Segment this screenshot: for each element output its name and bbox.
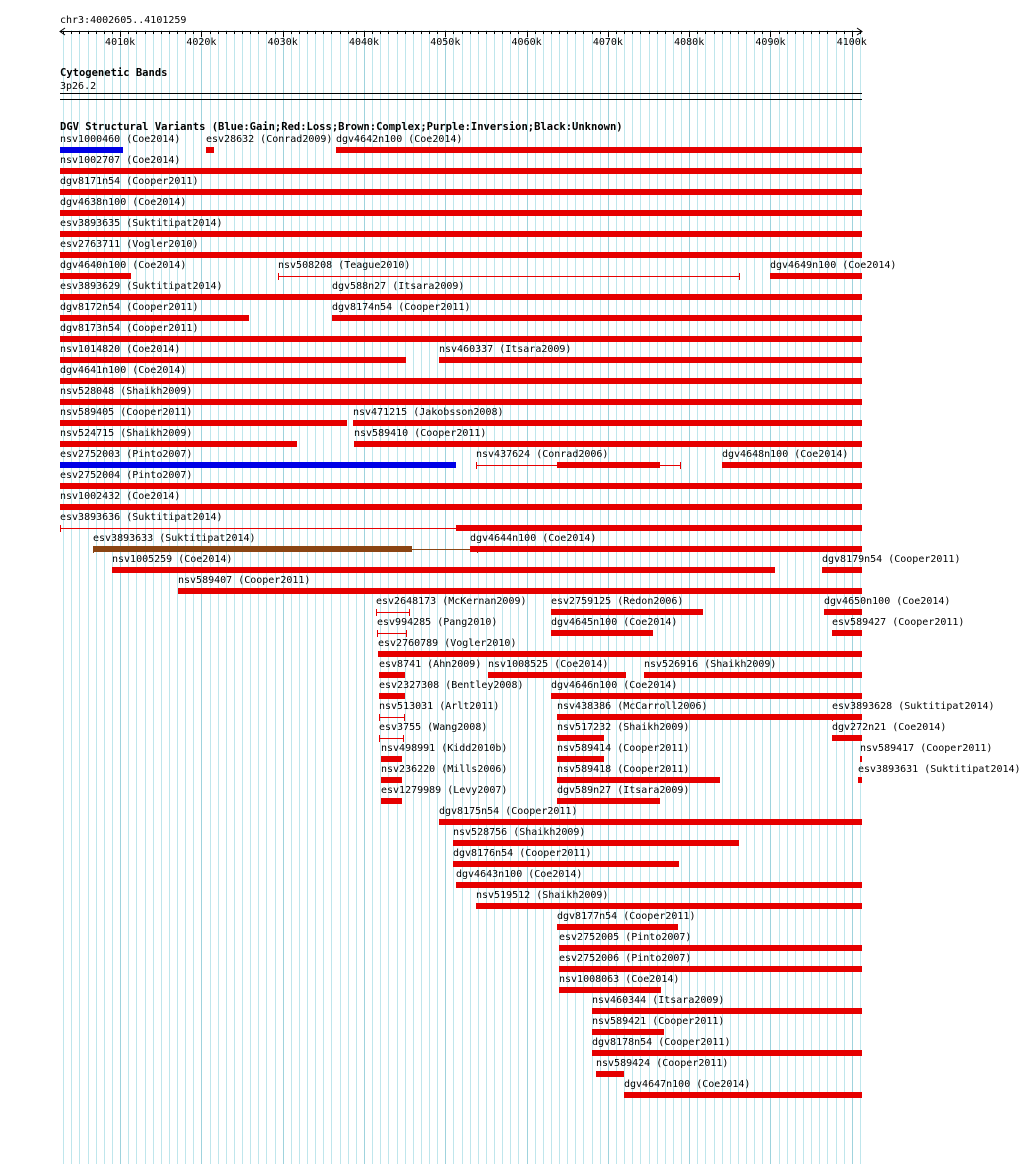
variant-bar[interactable] [381,798,402,804]
variant-bar[interactable] [379,693,405,699]
variant-bar[interactable] [557,777,720,783]
variant-label[interactable]: nsv589410 (Cooper2011) [354,428,487,439]
variant-bar[interactable] [336,147,862,153]
variant-label[interactable]: nsv589417 (Cooper2011) [860,743,993,754]
variant-label[interactable]: dgv588n27 (Itsara2009) [332,281,465,292]
variant-bar[interactable] [453,861,679,867]
variant-bar[interactable] [60,399,862,405]
variant-label[interactable]: dgv4640n100 (Coe2014) [60,260,187,271]
variant-end-cap [379,735,380,742]
variant-line[interactable] [379,717,405,718]
variant-bar[interactable] [832,735,862,741]
ruler-tick-label: 4070k [592,37,623,48]
variant-end-cap [680,462,681,469]
variant-label[interactable]: esv3755 (Wang2008) [379,722,488,733]
variant-bar[interactable] [557,735,604,741]
variant-end-cap [376,609,377,616]
variant-bar[interactable] [381,777,402,783]
variant-label[interactable]: nsv589424 (Cooper2011) [596,1058,729,1069]
variant-label[interactable]: nsv1008063 (Coe2014) [559,974,680,985]
variant-line[interactable] [278,276,740,277]
variant-end-cap [406,630,407,637]
variant-label[interactable]: dgv8171n54 (Cooper2011) [60,176,199,187]
variant-label[interactable]: esv3893636 (Suktitipat2014) [60,512,223,523]
variant-label[interactable]: nsv438386 (McCarroll2006) [557,701,708,712]
variant-bar[interactable] [559,987,661,993]
variant-bar[interactable] [557,756,604,762]
variant-label[interactable]: dgv4649n100 (Coe2014) [770,260,897,271]
variant-end-cap [278,273,279,280]
variant-label[interactable]: esv2752003 (Pinto2007) [60,449,193,460]
variant-bar[interactable] [93,546,412,552]
variant-bar[interactable] [557,714,862,720]
variant-bar[interactable] [60,462,456,468]
variant-label[interactable]: nsv517232 (Shaikh2009) [557,722,690,733]
variant-bar[interactable] [860,756,862,762]
variant-bar[interactable] [60,336,862,342]
variant-label[interactable]: nsv1002707 (Coe2014) [60,155,181,166]
variant-label[interactable]: nsv589418 (Cooper2011) [557,764,690,775]
variant-bar[interactable] [60,147,123,153]
variant-bar[interactable] [60,189,862,195]
variant-bar[interactable] [488,672,626,678]
variant-bar[interactable] [60,483,862,489]
variant-bar[interactable] [60,252,862,258]
variant-end-cap [403,735,404,742]
variant-bar[interactable] [60,378,862,384]
variant-label[interactable]: esv2327308 (Bentley2008) [379,680,524,691]
variant-label[interactable]: dgv4645n100 (Coe2014) [551,617,678,628]
variant-end-cap [404,714,405,721]
variant-label[interactable]: esv2648173 (McKernan2009) [376,596,527,607]
ruler-tick-label: 4040k [348,37,380,48]
variant-bar[interactable] [60,441,297,447]
variant-label[interactable]: esv28632 (Conrad2009) [206,134,333,145]
ruler-tick-label: 4100k [836,37,867,48]
variant-line[interactable] [379,738,403,739]
variant-label[interactable]: nsv513031 (Arlt2011) [379,701,500,712]
variant-bar[interactable] [60,315,249,321]
variant-bar[interactable] [822,567,862,573]
ruler-tick-label: 4090k [755,37,786,48]
variant-label[interactable]: nsv498991 (Kidd2010b) [381,743,508,754]
cytoband-track-title[interactable]: Cytogenetic Bands [60,67,168,79]
variant-end-cap [377,630,378,637]
variant-label[interactable]: esv3893633 (Suktitipat2014) [93,533,256,544]
variant-bar[interactable] [178,588,862,594]
variant-end-cap [379,714,380,721]
ruler-tick-label: 4010k [105,37,136,48]
variant-label[interactable]: esv3893629 (Suktitipat2014) [60,281,223,292]
cytoband-label: 3p26.2 [60,81,97,92]
variant-line[interactable] [832,717,862,718]
variant-label[interactable]: nsv1002432 (Coe2014) [60,491,181,502]
variant-bar[interactable] [596,1071,624,1077]
variant-bar[interactable] [832,630,862,636]
variant-label[interactable]: nsv589414 (Cooper2011) [557,743,690,754]
variant-bar[interactable] [551,630,653,636]
variant-bar[interactable] [112,567,775,573]
variant-bar[interactable] [60,273,131,279]
variant-label[interactable]: dgv8174n54 (Cooper2011) [332,302,471,313]
variant-label[interactable]: dgv8178n54 (Cooper2011) [592,1037,731,1048]
variant-bar[interactable] [439,357,862,363]
cytoband-bottom-line [60,99,862,100]
variant-line[interactable] [376,612,410,613]
variant-label[interactable]: nsv1014820 (Coe2014) [60,344,181,355]
variant-bar[interactable] [439,819,862,825]
ruler-tick-label: 4020k [186,37,217,48]
variant-label[interactable]: esv8741 (Ahn2009) [379,659,482,670]
variant-label[interactable]: nsv471215 (Jakobsson2008) [353,407,504,418]
variant-bar[interactable] [60,168,862,174]
variant-bar[interactable] [858,777,862,783]
variant-bar[interactable] [592,1008,862,1014]
variant-label[interactable]: dgv4650n100 (Coe2014) [824,596,951,607]
variant-end-cap [476,462,477,469]
variant-bar[interactable] [379,672,405,678]
variant-bar[interactable] [60,231,862,237]
variant-bar[interactable] [824,609,862,615]
variant-bar[interactable] [770,273,862,279]
ruler-tick-label: 4030k [267,37,298,48]
variant-bar[interactable] [60,210,862,216]
variant-label[interactable]: esv589427 (Cooper2011) [832,617,965,628]
variant-bar[interactable] [353,420,862,426]
variant-line[interactable] [377,633,407,634]
variant-label[interactable]: dgv4644n100 (Coe2014) [470,533,597,544]
variant-bar[interactable] [592,1029,664,1035]
variant-label[interactable]: dgv8172n54 (Cooper2011) [60,302,199,313]
variant-bar[interactable] [624,1092,862,1098]
variant-label[interactable]: nsv1000460 (Coe2014) [60,134,181,145]
variant-end-cap [60,525,61,532]
variant-end-cap [739,273,740,280]
ruler-tick-label: 4050k [430,37,461,48]
variant-label[interactable]: dgv4648n100 (Coe2014) [722,449,849,460]
variant-bar[interactable] [559,945,862,951]
variant-bar[interactable] [456,525,862,531]
ruler-tick-label: 4060k [511,37,542,48]
variant-bar[interactable] [332,294,862,300]
variant-bar[interactable] [644,672,862,678]
variant-label[interactable]: esv2760789 (Vogler2010) [378,638,517,649]
variant-label[interactable]: dgv8176n54 (Cooper2011) [453,848,592,859]
variant-label[interactable]: esv994285 (Pang2010) [377,617,498,628]
variant-label[interactable]: esv1279989 (Levy2007) [381,785,508,796]
variant-bar[interactable] [332,315,862,321]
variant-bar[interactable] [60,504,862,510]
variant-label[interactable]: nsv528048 (Shaikh2009) [60,386,193,397]
ruler [0,0,890,60]
ruler-tick-label: 4080k [674,37,705,48]
variant-bar[interactable] [456,882,862,888]
variant-bar[interactable] [557,462,660,468]
variant-bar[interactable] [551,609,703,615]
variant-bar[interactable] [60,357,406,363]
variant-label[interactable]: dgv8175n54 (Cooper2011) [439,806,578,817]
variant-bar[interactable] [60,420,347,426]
variant-bar[interactable] [557,924,678,930]
variant-bar[interactable] [476,903,862,909]
variant-label[interactable]: esv3893631 (Suktitipat2014) [858,764,1021,775]
variant-label[interactable]: nsv460337 (Itsara2009) [439,344,572,355]
variant-label[interactable]: dgv4646n100 (Coe2014) [551,680,678,691]
variant-label[interactable]: nsv589407 (Cooper2011) [178,575,311,586]
variant-label[interactable]: dgv4638n100 (Coe2014) [60,197,187,208]
variant-label[interactable]: dgv272n21 (Coe2014) [832,722,947,733]
variant-bar[interactable] [354,441,862,447]
variant-label[interactable]: dgv589n27 (Itsara2009) [557,785,690,796]
variant-bar[interactable] [551,693,862,699]
variant-label[interactable]: dgv4642n100 (Coe2014) [336,134,463,145]
variant-label[interactable]: esv2763711 (Vogler2010) [60,239,199,250]
variant-label[interactable]: nsv1008525 (Coe2014) [488,659,609,670]
variant-label[interactable]: dgv8173n54 (Cooper2011) [60,323,199,334]
variant-label[interactable]: esv2759125 (Redon2006) [551,596,684,607]
variant-label[interactable]: nsv589421 (Cooper2011) [592,1016,725,1027]
variant-bar[interactable] [378,651,862,657]
variant-label[interactable]: dgv4641n100 (Coe2014) [60,365,187,376]
variant-label[interactable]: nsv1005259 (Coe2014) [112,554,233,565]
variant-label[interactable]: dgv8179n54 (Cooper2011) [822,554,961,565]
variant-label[interactable]: nsv236220 (Mills2006) [381,764,508,775]
variant-label[interactable]: nsv526916 (Shaikh2009) [644,659,777,670]
variant-label[interactable]: nsv589405 (Cooper2011) [60,407,193,418]
variant-label[interactable]: dgv4643n100 (Coe2014) [456,869,583,880]
variant-label[interactable]: nsv524715 (Shaikh2009) [60,428,193,439]
variant-bar[interactable] [559,966,862,972]
dgv-track-title[interactable]: DGV Structural Variants (Blue:Gain;Red:Loss;Brown:Complex;Purple:Inversion;Black:Unknown) [60,121,623,133]
position-label: chr3:4002605..4101259 [60,15,187,26]
variant-bar[interactable] [722,462,862,468]
variant-label[interactable]: esv2752006 (Pinto2007) [559,953,692,964]
variant-label[interactable]: nsv437624 (Conrad2006) [476,449,609,460]
variant-label[interactable]: nsv460344 (Itsara2009) [592,995,725,1006]
cytoband-top-line [60,93,862,94]
variant-label[interactable]: dgv8177n54 (Cooper2011) [557,911,696,922]
variant-label[interactable]: nsv508208 (Teague2010) [278,260,411,271]
variant-label[interactable]: esv3893628 (Suktitipat2014) [832,701,995,712]
variant-bar[interactable] [381,756,402,762]
variant-label[interactable]: dgv4647n100 (Coe2014) [624,1079,751,1090]
variant-bar[interactable] [557,798,660,804]
variant-bar[interactable] [206,147,214,153]
variant-label[interactable]: nsv519512 (Shaikh2009) [476,890,609,901]
variant-end-cap [832,714,833,721]
variant-label[interactable]: esv2752005 (Pinto2007) [559,932,692,943]
variant-label[interactable]: esv2752004 (Pinto2007) [60,470,193,481]
variant-label[interactable]: nsv528756 (Shaikh2009) [453,827,586,838]
variant-bar[interactable] [453,840,739,846]
variant-end-cap [409,609,410,616]
variant-bar[interactable] [592,1050,862,1056]
variant-bar[interactable] [470,546,862,552]
variant-label[interactable]: esv3893635 (Suktitipat2014) [60,218,223,229]
